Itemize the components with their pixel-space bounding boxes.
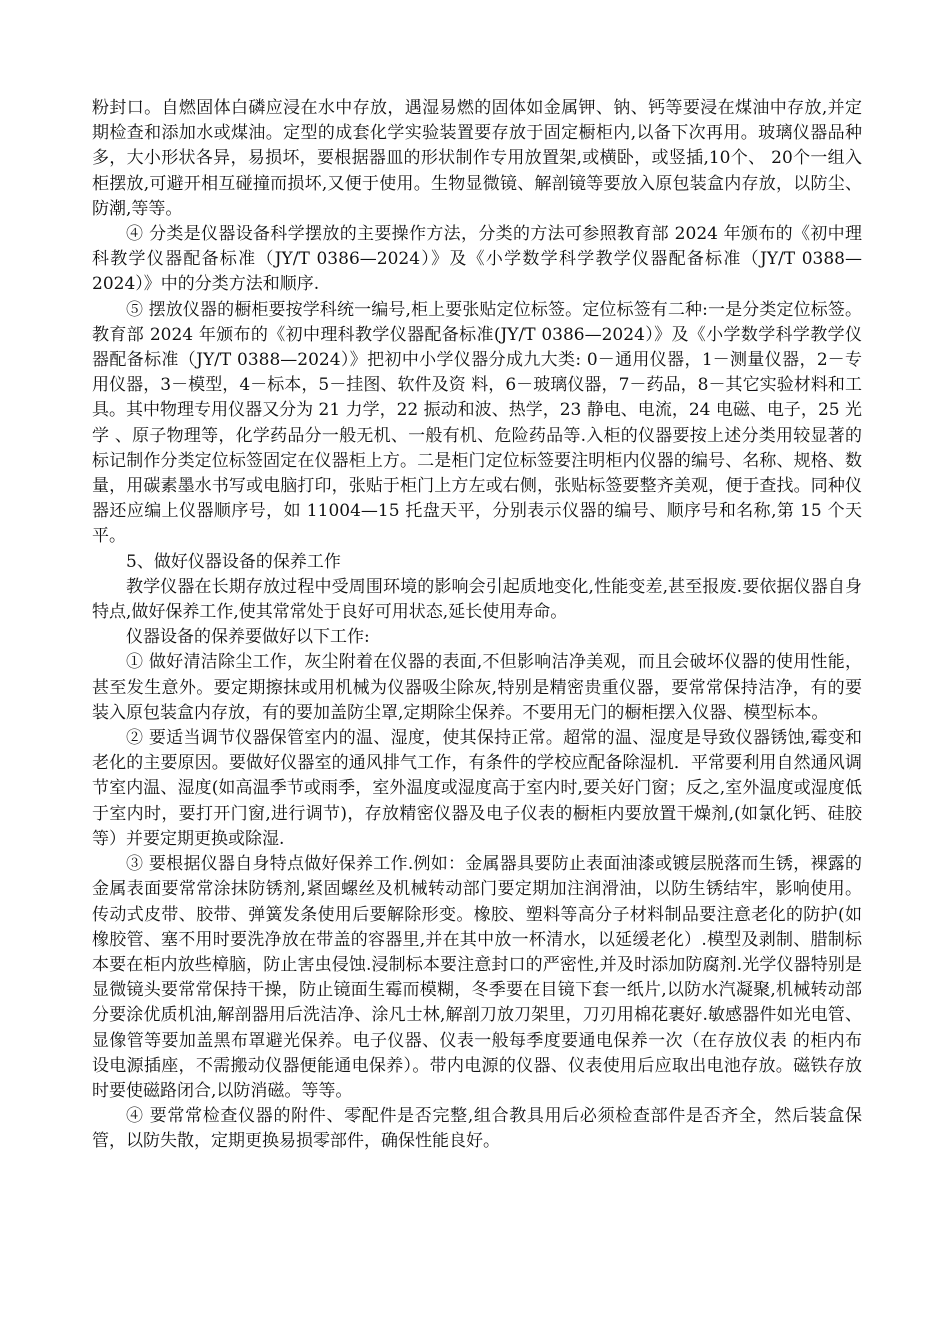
paragraph-check-parts: ④ 要常常检查仪器的附件、零配件是否完整,组合教具用后必须检查部件是否齐全，然后装盒保管，以防失散，定期更换易损零部件，确保性能良好。	[92, 1106, 862, 1152]
section-heading-maintenance: 5、做好仪器设备的保养工作	[126, 551, 341, 572]
paragraph-specific-care: ③ 要根据仪器自身特点做好保养工作.例如：金属器具要防止表面油漆或镀层脱落而生锈，裸露的金属表面要常常涂抹防锈剂,紧固螺丝及机械转动部门要定期加注润滑油，以防生锈结牢，影响使用。传动式皮带、胶带、弹簧发条使用后要解除形变。橡胶、塑料等高分子材料制品要注意老化的防护(如橡胶管、塞不用时要洗净放在带盖的容器里,并在其中放一杯清水，以延缓老化）.模型及剥制、腊制标本要在柜内放些樟脑，防止害虫侵蚀.浸制标本要注意封口的严密性,并及时添加防腐剂.光学仪器特别是显微镜头要常常保持干操，防止镜面生霉而模糊，冬季要在目镜下套一纸片,以防水汽凝聚,机械转动部分要涂优质机油,解剖器用后洗洁净、涂凡士林,解剖刀放刀架里，刀刃用棉花裹好.敏感器件如光电管、显像管等要加盖黑布罩避光保养。电子仪器、仪表一般每季度要通电保养一次（在存放仪表 的柜内布设电源插座，不需搬动仪器便能通电保养）。带内电源的仪器、仪表使用后应取出电池存放。磁铁存放时要使磁路闭合,以防消磁。等等。	[92, 854, 862, 1101]
paragraph-continuation: 粉封口。自燃固体白磷应浸在水中存放，遇湿易燃的固体如金属钾、钠、钙等要浸在煤油中存放,并定期检查和添加水或煤油。定型的成套化学实验装置要存放于固定橱柜内,以备下次再用。玻璃仪器品种多，大小形状各异，易损坏，要根据器皿的形状制作专用放置架,或横卧，或竖插,10个、 20个一组入柜摆放,可避开相互碰撞而损坏,又便于使用。生物显微镜、解剖镜等要放入原包装盒内存放，以防尘、防潮,等等。	[92, 98, 862, 219]
paragraph-cleaning: ① 做好清洁除尘工作，灰尘附着在仪器的表面,不但影响洁净美观，而且会破坏仪器的使用性能，甚至发生意外。要定期擦抹或用机械为仪器吸尘除灰,特别是精密贵重仪器，要常常保持洁净，有的要装入原包装盒内存放，有的要加盖防尘罩,定期除尘保养。不要用无门的橱柜摆入仪器、模型标本。	[92, 652, 862, 723]
paragraph-classification-method: ④ 分类是仪器设备科学摆放的主要操作方法，分类的方法可参照教育部 2024 年颁布的《初中理科教学仪器配备标准（JY/T 0386—2024）》及《小学数学科学教学仪器配备标准（JY/T 0388—2024）》中的分类方法和顺序.	[92, 224, 862, 295]
paragraph-cabinet-labels: ⑤ 摆放仪器的橱柜要按学科统一编号,柜上要张贴定位标签。定位标签有二种:一是分类定位标签。教育部 2024 年颁布的《初中理科教学仪器配备标准(JY/T 0386—2024）》及《小学数学科学教学仪器配备标准（JY/T 0388—2024）》把初中小学仪器分成九大类: 0－通用仪器，1－测量仪器，2－专用仪器，3－模型，4－标本，5－挂图、软件及资 料，6－玻璃仪器，7－药品，8－其它实验材料和工具。其中物理专用仪器又分为 21 力学，22 振动和波、热学，23 静电、电流，24 电磁、电子，25 光学 、原子物理等，化学药品分一般无机、一般有机、危险药品等.入柜的仪器要按上述分类用较显著的标记制作分类定位标签固定在仪器柜上方。二是柜门定位标签要注明柜内仪器的编号、名称、规格、数量，用碳素墨水书写或电脑打印，张贴于柜门上方左或右侧，张贴标签要整齐美观，便于查找。同种仪器还应编上仪器顺序号，如 11004—15 托盘天平，分别表示仪器的编号、顺序号和名称,第 15 个天平。	[92, 299, 862, 547]
document-page	[92, 96, 862, 1155]
paragraph-maintenance-tasks-intro: 仪器设备的保养要做好以下工作:	[126, 627, 370, 648]
paragraph-temperature-humidity: ② 要适当调节仪器保管室内的温、湿度，使其保持正常。超常的温、湿度是导致仪器锈蚀,霉变和老化的主要原因。要做好仪器室的通风排气工作，有条件的学校应配备除湿机．平常要利用自然通风调节室内温、湿度(如高温季节或雨季，室外温度或湿度高于室内时,要关好门窗；反之,室外温度或湿度低于室内时，要打开门窗,进行调节)，存放精密仪器及电子仪表的橱柜内要放置干燥剂,(如氯化钙、硅胶等）并要定期更换或除湿.	[92, 728, 862, 849]
paragraph-maintenance-intro: 教学仪器在长期存放过程中受周围环境的影响会引起质地变化,性能变差,甚至报废.要依据仪器自身特点,做好保养工作,使其常常处于良好可用状态,延长使用寿命。	[92, 576, 862, 623]
